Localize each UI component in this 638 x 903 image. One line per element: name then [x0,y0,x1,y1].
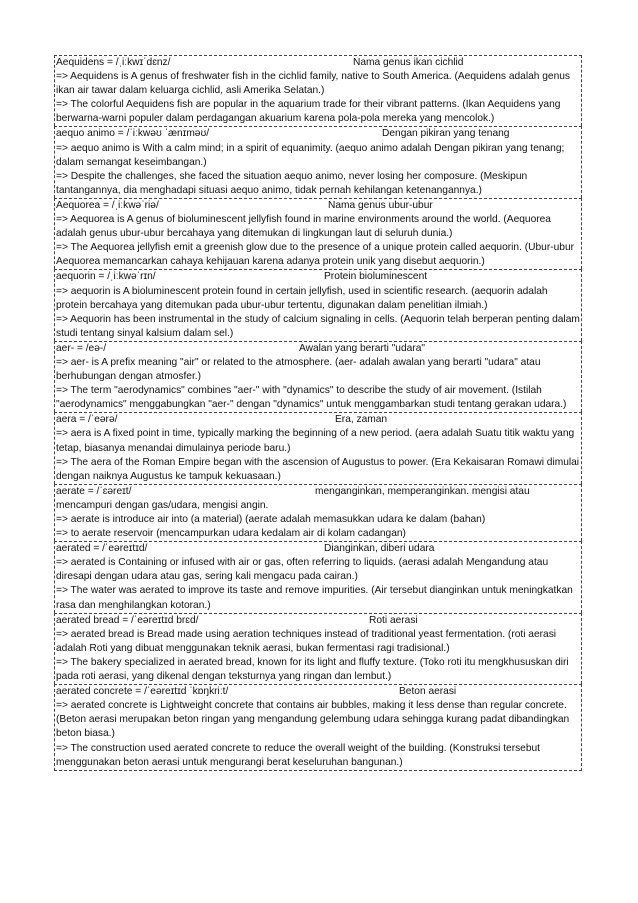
entry-meaning: Beton aerasi [399,686,457,698]
entry-term: aequorin = /ˌiːkwəˈrɪn/ [56,271,156,283]
dictionary-entry [54,341,582,412]
entry-heading [56,542,580,556]
entry-heading [56,270,580,284]
entry-term: aequo animo = /ˈiːkwəʊ ˈænɪməʊ/ [56,128,210,140]
entry-definition: => aerated bread is Bread made using aeration techniques instead of traditional yeast fermentation. (roti aerasi adalah Roti yang dibuat menggunakan teknik aerasi, bukan fermentasi ragi tradisional.) [56,628,557,654]
entry-meaning: Era, zaman [335,414,388,426]
entry-heading [56,614,580,628]
entry-example: => The term "aerodynamics" combines "aer-" with "dynamics" to describe the study of air movement. (Istilah "aerodynamics" menggabungkan "aer-" dengan "dynamics" untuk menggambarkan studi tentang gerakan udara.) [56,385,567,411]
dictionary-entry [54,541,582,612]
entry-term: aerated = /ˈeəreɪtɪd/ [56,543,148,555]
entry-term: aera = /ˈeərə/ [56,414,118,426]
dictionary-entry [54,484,582,541]
entry-definition: => aequo animo is With a calm mind; in a spirit of equanimity. (aequo animo adalah Dengan pikiran yang tenang; dalam semangat keseimbangan.) [56,142,565,168]
entry-meaning: Roti aerasi [369,614,418,626]
entry-term: aerate = /ˈɛəreɪt/ [56,485,132,497]
entry-heading [56,127,580,141]
entry-heading [56,485,580,513]
entry-meaning: menganginkan, memperanginkan. mengisi atau mencampuri dengan gas/udara, mengisi angin. [56,485,530,511]
entry-term: Aequorea = /ˌiːkwəˈriə/ [56,199,159,211]
entry-term: aerated concrete = /ˈeəreɪtɪd ˈkɒŋkriːt/ [56,686,229,698]
entry-example: => The colorful Aequidens fish are popular in the aquarium trade for their vibrant patterns. (Ikan Aequidens yang berwarna-warni populer dalam perdagangan akuarium karena pola-pola mereka yang mencolok.) [56,99,561,125]
entry-definition: => Aequidens is A genus of freshwater fish in the cichlid family, native to South America. (Aequidens adalah genus ikan air tawar dalam keluarga cichlid, asli Amerika Selatan.) [56,71,571,97]
entry-meaning: Awalan yang berarti "udara" [299,342,425,354]
dictionary-document [54,55,582,771]
entry-meaning: Nama genus ubur-ubur [328,199,433,211]
entry-definition: => aer- is A prefix meaning "air" or related to the atmosphere. (aer- adalah awalan yang berarti "udara" atau berhubungan dengan atmosfer.) [56,356,541,383]
entry-meaning: Nama genus ikan cichlid [353,57,464,68]
dictionary-entry [54,412,582,483]
entry-heading [56,342,580,356]
entry-definition: => aequorin is A bioluminescent protein found in certain jellyfish, used in scientific research. (aequorin adalah protein bercahaya yang ditemukan pada ubur-ubur tertentu, digunakan dalam penelitian ilmiah.) [56,285,548,311]
entry-definition: => Aequorea is A genus of bioluminescent jellyfish found in marine environments around the world. (Aequorea adalah genus ubur-ubur bercahaya yang ditemukan di lingkungan laut di seluruh dunia.) [56,214,551,240]
entry-heading [56,56,580,70]
entry-example: => The water was aerated to improve its taste and remove impurities. (Air tersebut dianginkan untuk meningkatkan rasa dan menghilangkan kotoran.) [56,585,573,611]
entry-example: => to aerate reservoir (mencampurkan udara kedalam air di kolam cadangan) [56,528,406,540]
entry-example: => The Aequorea jellyfish emit a greenish glow due to the presence of a unique protein called aequorin. (Ubur-ubur Aequorea memancarkan cahaya kehijauan karena adanya protein unik yang disebut aequorin.) [56,242,575,268]
entry-term: aerated bread = /ˈeəreɪtɪd brɛd/ [56,614,199,626]
entry-term: Aequidens = /ˌiːkwɪˈdɛnz/ [56,57,171,68]
entry-definition: => aerate is introduce air into (a material) (aerate adalah memasukkan udara ke dalam (bahan) [56,514,486,525]
dictionary-entry [54,269,582,340]
dictionary-entry [54,684,582,771]
entry-example: => Despite the challenges, she faced the situation aequo animo, never losing her composure. (Meskipun tantangannya, dia menghadapi situasi aequo animo, tidak pernah kehilangan ketenangannya.) [56,170,528,196]
entry-heading [56,685,580,699]
entry-definition: => aerated is Containing or infused with air or gas, often referring to liquids. (aerasi adalah Mengandung atau diresapi dengan udara atau gas, sering kali mengacu pada cairan.) [56,557,549,583]
entry-example: => The bakery specialized in aerated bread, known for its light and fluffy texture. (Toko roti itu mengkhususkan diri pada roti aerasi, yang dikenal dengan teksturnya yang ringan dan lembut.) [56,656,569,683]
dictionary-entry [54,126,582,197]
entry-meaning: Dengan pikiran yang tenang [382,128,510,140]
dictionary-entry [54,613,582,684]
entry-heading [56,199,580,213]
entry-example: => The aera of the Roman Empire began with the ascension of Augustus to power. (Era Kekaisaran Romawi dimulai dengan naiknya Augustus ke tampuk kekuasaan.) [56,456,580,482]
dictionary-entry [54,55,582,126]
entry-definition: => aerated concrete is Lightweight concrete that contains air bubbles, making it less dense than regular concrete. (Beton aerasi merupakan beton ringan yang mengandung gelembung udara sehingga kurang padat dibandingkan beton biasa.) [56,700,570,740]
entry-heading [56,413,580,427]
entry-term: aer- = /eə-/ [56,342,107,354]
entry-definition: => aera is A fixed point in time, typically marking the beginning of a new period. (aera adalah Suatu titik waktu yang tetap, biasanya menandai dimulainya periode baru.) [56,428,575,454]
entry-meaning: Dianginkan, diberi udara [324,543,435,555]
entry-meaning: Protein bioluminescent [324,271,428,283]
entry-example: => The construction used aerated concrete to reduce the overall weight of the building. (Konstruksi tersebut menggunakan beton aerasi untuk mengurangi berat keseluruhan bangunan.) [56,742,541,768]
dictionary-entry [54,198,582,269]
entry-example: => Aequorin has been instrumental in the study of calcium signaling in cells. (Aequorin telah berperan penting dalam studi tentang sinyal kalsium dalam sel.) [56,313,580,339]
